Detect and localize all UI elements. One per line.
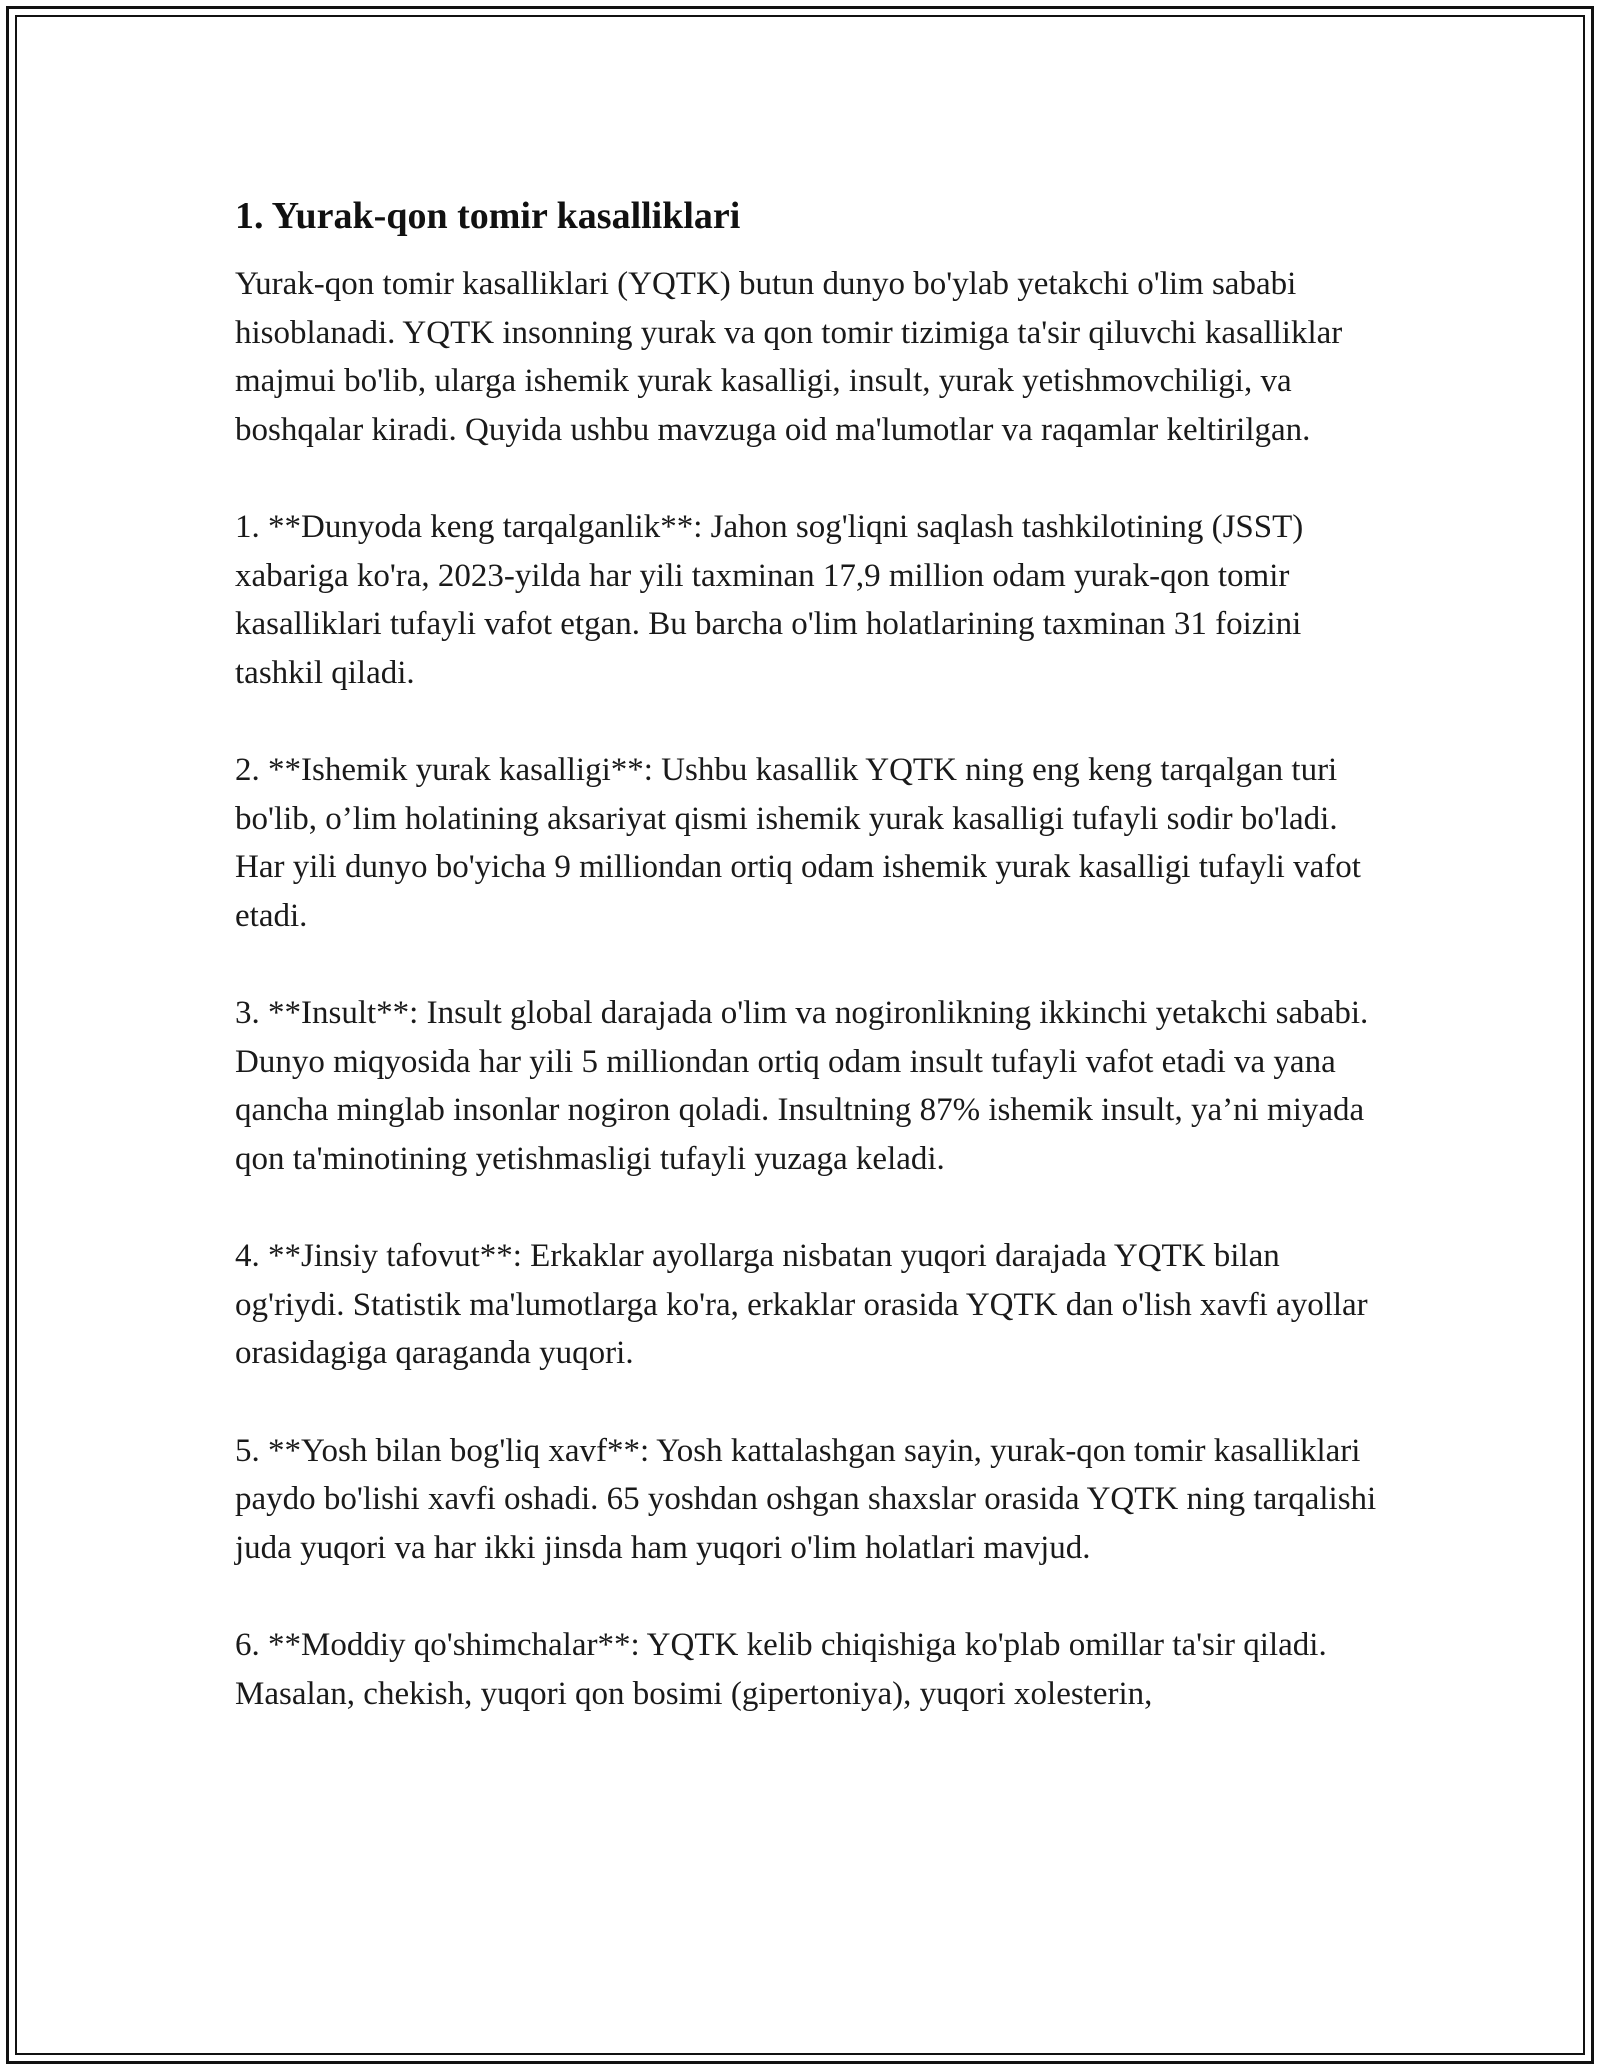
point-4-paragraph: 4. **Jinsiy tafovut**: Erkaklar ayollarga nisbatan yuqori darajada YQTK bilan og'riydi. Statistik ma'lumotlarga ko'ra, erkaklar orasida YQTK dan o'lish xavfi ayollar orasidagiga qaraganda yuqori. [235,1238,1376,1371]
intro-paragraph: Yurak-qon tomir kasalliklari (YQTK) butun dunyo bo'ylab yetakchi o'lim sababi hisoblanadi. YQTK insonning yurak va qon tomir tizimiga ta'sir qiluvchi kasalliklar majmui bo'lib, ularga ishemik yurak kasalligi, insult, yurak yetishmovchiligi, va boshqalar kiradi. Quyida ushbu mavzuga oid ma'lumotlar va raqamlar keltirilgan. [235,266,1351,448]
point-5-paragraph: 5. **Yosh bilan bog'liq xavf**: Yosh kattalashgan sayin, yurak-qon tomir kasalliklari paydo bo'lishi xavfi oshadi. 65 yoshdan oshgan shaxslar orasida YQTK ning tarqalishi juda yuqori va har ikki jinsda ham yuqori o'lim holatlari mavjud. [235,1432,1385,1566]
point-3-paragraph: 3. **Insult**: Insult global darajada o'lim va nogironlikning ikkinchi yetakchi sababi. Dunyo miqyosida har yili 5 milliondan ortiq odam insult tufayli vafot etadi va yana qancha minglab insonlar nogiron qoladi. Insultning 87% ishemik insult, ya’ni miyada qon ta'minotining yetishmasligi tufayli yuzaga keladi. [235,995,1377,1177]
point-2-paragraph: 2. **Ishemik yurak kasalligi**: Ushbu kasallik YQTK ning eng keng tarqalgan turi bo'lib, o’lim holatining aksariyat qismi ishemik yurak kasalligi tufayli sodir bo'ladi. Har yili dunyo bo'yicha 9 milliondan ortiq odam ishemik yurak kasalligi tufayli vafot etadi. [235,752,1370,934]
document-body [235,190,1385,1767]
point-1-paragraph: 1. **Dunyoda keng tarqalganlik**: Jahon sog'liqni saqlash tashkilotining (JSST) xabariga ko'ra, 2023-yilda har yili taxminan 17,9 million odam yurak-qon tomir kasalliklari tufayli vafot etgan. Bu barcha o'lim holatlarining taxminan 31 foizini tashkil qiladi. [235,509,1312,691]
section-title: 1. Yurak-qon tomir kasalliklari [235,195,741,237]
point-6-paragraph: 6. **Moddiy qo'shimchalar**: YQTK kelib chiqishiga ko'plab omillar ta'sir qiladi. Masalan, chekish, yuqori qon bosimi (gipertoniya), yuqori xolesterin, [235,1627,1335,1712]
